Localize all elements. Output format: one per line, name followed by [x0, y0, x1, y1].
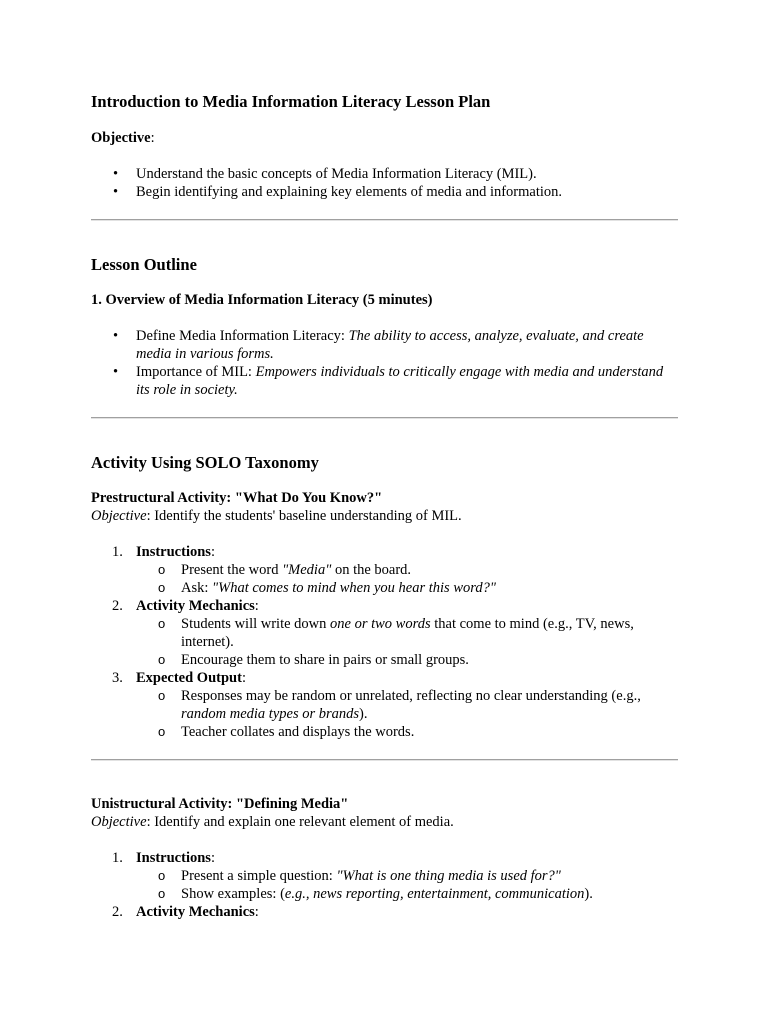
sub-item: o Students will write down one or two words that come to mind (e.g., TV, news, internet).	[158, 616, 634, 650]
lesson-outline-heading: Lesson Outline	[91, 255, 197, 274]
prestructural-heading: Prestructural Activity: "What Do You Know?"	[91, 490, 383, 506]
objective-label: Objective	[91, 130, 151, 146]
step-item: 1. Instructions: o Present a simple question: "What is one thing media is used for?" o Show examples: (e.g., news reporting, entertainment, communication).	[91, 849, 678, 903]
overview-heading: 1. Overview of Media Information Literacy (5 minutes)	[91, 292, 433, 308]
sub-item: o Present a simple question: "What is one thing media is used for?"	[158, 868, 561, 884]
list-item: • Importance of MIL: Empowers individuals to critically engage with media and understand its role in society.	[91, 363, 678, 399]
sub-item: o Responses may be random or unrelated, reflecting no clear understanding (e.g., random media types or brands).	[158, 688, 641, 722]
prestructural-objective: Objective: Identify the students' baseline understanding of MIL.	[91, 508, 462, 524]
objective-colon: :	[150, 130, 155, 146]
step-item: 3. Expected Output: o Responses may be random or unrelated, reflecting no clear understanding (e.g., random media types or brands). o Teacher collates and displays the words.	[91, 669, 678, 741]
sub-item: o Present the word "Media" on the board.	[158, 562, 412, 578]
document-title: Introduction to Media Information Literacy Lesson Plan	[91, 92, 491, 111]
step-item: 2. Activity Mechanics: o Students will write down one or two words that come to mind (e.g., TV, news, internet). o Encourage them to share in pairs or small groups.	[91, 597, 678, 669]
unistructural-objective: Objective: Identify and explain one relevant element of media.	[91, 814, 454, 830]
activity-heading: Activity Using SOLO Taxonomy	[91, 453, 319, 472]
prestructural-steps	[91, 543, 678, 741]
step-item: 1. Instructions: o Present the word "Media" on the board. o Ask: "What comes to mind when you hear this word?"	[91, 543, 678, 597]
overview-list	[91, 327, 678, 399]
objective-list	[91, 165, 678, 201]
sub-item: o Encourage them to share in pairs or small groups.	[158, 652, 469, 668]
sub-item: o Show examples: (e.g., news reporting, entertainment, communication).	[158, 886, 593, 902]
list-item: • Understand the basic concepts of Media Information Literacy (MIL).	[91, 165, 678, 183]
unistructural-heading: Unistructural Activity: "Defining Media"	[91, 796, 349, 812]
list-item: • Begin identifying and explaining key elements of media and information.	[91, 183, 678, 201]
list-item: • Define Media Information Literacy: The ability to access, analyze, evaluate, and create media in various forms.	[91, 327, 678, 363]
step-item: 2. Activity Mechanics:	[112, 904, 259, 920]
sub-item: o Teacher collates and displays the words.	[158, 724, 415, 740]
sub-item: o Ask: "What comes to mind when you hear this word?"	[158, 580, 496, 596]
document-page	[91, 92, 678, 921]
unistructural-steps	[91, 849, 678, 921]
objective-heading	[91, 129, 678, 147]
